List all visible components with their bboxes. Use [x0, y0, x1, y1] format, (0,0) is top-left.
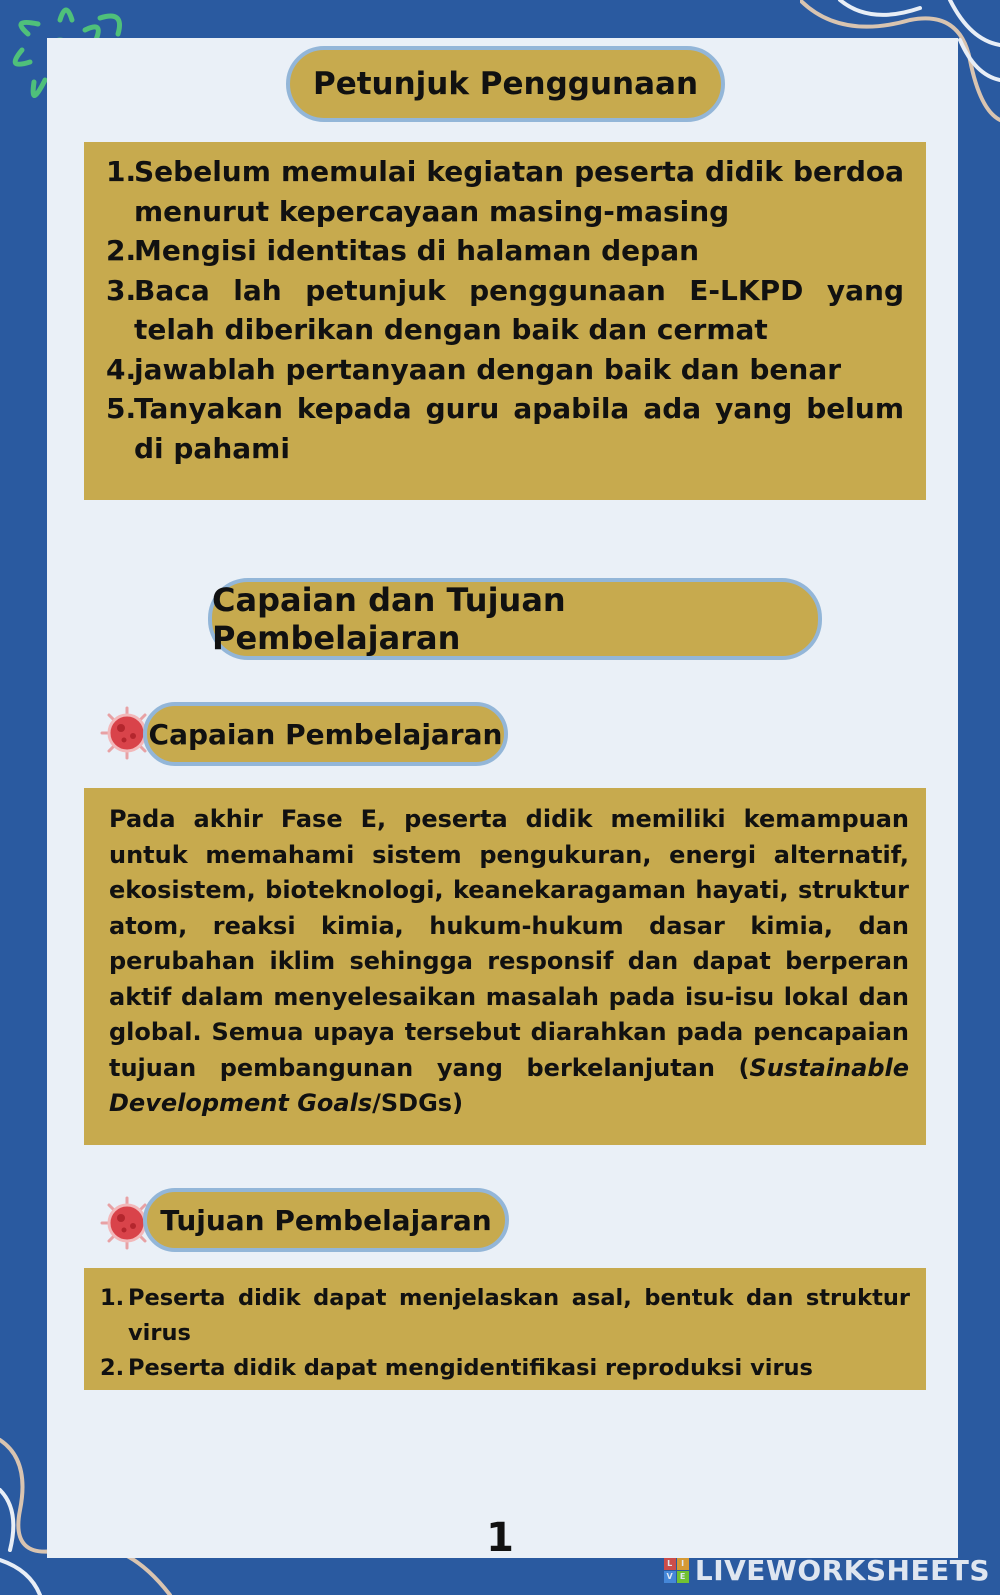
tujuan-panel	[84, 1268, 926, 1390]
tujuan-title-pill	[143, 1188, 509, 1252]
capaian-panel	[84, 788, 926, 1145]
petunjuk-list	[106, 152, 904, 468]
capaian-tujuan-title-pill	[208, 578, 822, 660]
tujuan-item	[100, 1351, 910, 1386]
tujuan-title: Tujuan Pembelajaran	[160, 1203, 492, 1237]
tujuan-item	[100, 1281, 910, 1351]
petunjuk-item-number: 5.	[106, 392, 137, 425]
liveworksheets-text: LIVEWORKSHEETS	[694, 1554, 990, 1587]
petunjuk-item	[106, 271, 904, 350]
liveworksheets-logo-icon: L I V E	[664, 1558, 689, 1583]
liveworksheets-watermark	[664, 1554, 990, 1587]
petunjuk-item-text: jawablah pertanyaan dengan baik dan benar	[134, 352, 842, 386]
petunjuk-title-pill	[286, 46, 725, 122]
petunjuk-item-text: Tanyakan kepada guru apabila ada yang belum di pahami	[134, 392, 904, 465]
petunjuk-item	[106, 389, 904, 468]
tujuan-list	[100, 1281, 910, 1386]
petunjuk-item-number: 1.	[106, 155, 137, 188]
capaian-title-pill	[143, 702, 508, 766]
tujuan-item-number: 2.	[100, 1355, 125, 1381]
capaian-text-italic: Sustainable Development Goals	[109, 1053, 909, 1117]
petunjuk-title: Petunjuk Penggunaan	[312, 66, 699, 102]
tujuan-item-text: Peserta didik dapat menjelaskan asal, bentuk dan struktur virus	[128, 1285, 910, 1346]
petunjuk-item-text: Sebelum memulai kegiatan peserta didik berdoa menurut kepercayaan masing-masing	[134, 155, 904, 228]
capaian-title: Capaian Pembelajaran	[148, 717, 503, 751]
capaian-text: Pada akhir Fase E, peserta didik memiliki kemampuan untuk memahami sistem pengukuran, energi alternatif, ekosistem, bioteknologi, keanekaragaman hayati, struktur atom, reaksi kimia, hukum-hukum dasar kimia, dan perubahan iklim sehingga responsif dan dapat berperan aktif dalam menyelesaikan masalah pada isu-isu lokal dan global. Semua upaya tersebut diarahkan pada pencapaian tujuan pembangunan yang berkelanjutan (Sustainable Development Goals/SDGs)	[109, 805, 909, 1117]
tujuan-item-number: 1.	[100, 1285, 125, 1311]
petunjuk-panel	[84, 142, 926, 500]
capaian-tujuan-title: Capaian dan Tujuan Pembelajaran	[212, 581, 566, 657]
petunjuk-item-number: 3.	[106, 273, 137, 307]
petunjuk-item-text: Baca lah petunjuk penggunaan E-LKPD yang telah diberikan dengan baik dan cermat	[134, 273, 904, 346]
petunjuk-item	[106, 350, 904, 390]
petunjuk-item-number: 2.	[106, 234, 137, 267]
petunjuk-item-number: 4.	[106, 352, 137, 386]
petunjuk-item	[106, 152, 904, 231]
page-number: 1	[486, 1515, 514, 1561]
petunjuk-item	[106, 231, 904, 271]
tujuan-item-text: Peserta didik dapat mengidentifikasi reproduksi virus	[128, 1355, 813, 1381]
petunjuk-item-text: Mengisi identitas di halaman depan	[134, 234, 700, 267]
